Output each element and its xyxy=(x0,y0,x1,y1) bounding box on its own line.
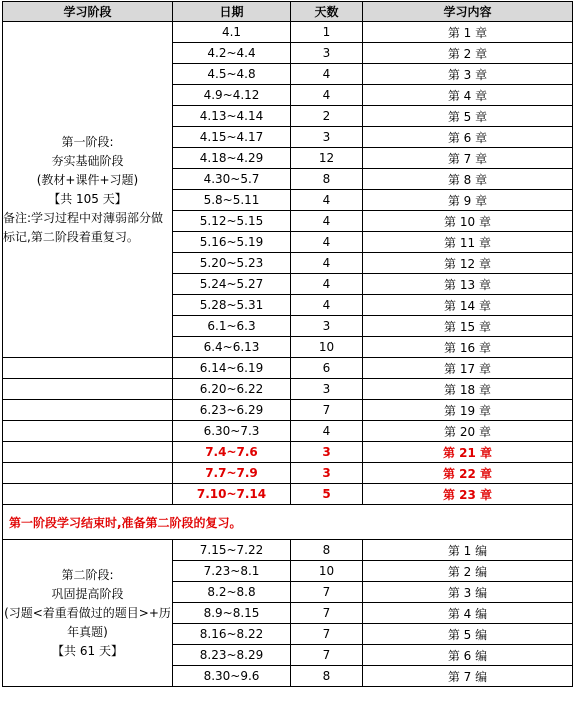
stage1-materials: (教材+课件+习题) xyxy=(36,172,139,187)
days-cell: 4 xyxy=(291,295,363,316)
empty-stage-cell xyxy=(3,484,173,505)
table-row-highlight xyxy=(3,463,573,484)
header-days: 天数 xyxy=(291,2,363,22)
date-cell: 7.7~7.9 xyxy=(173,463,291,484)
days-cell: 4 xyxy=(291,190,363,211)
days-cell: 4 xyxy=(291,274,363,295)
table-row xyxy=(3,540,573,561)
days-cell: 3 xyxy=(291,463,363,484)
study-plan-table xyxy=(2,1,573,687)
days-cell: 10 xyxy=(291,337,363,358)
date-cell: 5.24~5.27 xyxy=(173,274,291,295)
days-cell: 3 xyxy=(291,442,363,463)
content-cell: 第 18 章 xyxy=(363,379,573,400)
days-cell: 1 xyxy=(291,22,363,43)
notice-row xyxy=(3,505,573,540)
date-cell: 4.2~4.4 xyxy=(173,43,291,64)
days-cell: 6 xyxy=(291,358,363,379)
content-cell: 第 2 编 xyxy=(363,561,573,582)
date-cell: 7.4~7.6 xyxy=(173,442,291,463)
days-cell: 7 xyxy=(291,624,363,645)
content-cell: 第 20 章 xyxy=(363,421,573,442)
days-cell: 8 xyxy=(291,169,363,190)
date-cell: 4.1 xyxy=(173,22,291,43)
stage2-cell xyxy=(3,540,173,687)
date-cell: 8.30~9.6 xyxy=(173,666,291,687)
content-cell: 第 11 章 xyxy=(363,232,573,253)
stage1-note: 备注:学习过程中对薄弱部分做标记,第二阶段着重复习。 xyxy=(3,210,164,244)
table-row xyxy=(3,379,573,400)
stage1-end-notice: 第一阶段学习结束时,准备第二阶段的复习。 xyxy=(3,505,573,540)
date-cell: 4.9~4.12 xyxy=(173,85,291,106)
empty-stage-cell xyxy=(3,358,173,379)
date-cell: 5.20~5.23 xyxy=(173,253,291,274)
stage1-total-days: 【共 105 天】 xyxy=(48,191,127,206)
header-content: 学习内容 xyxy=(363,2,573,22)
content-cell: 第 15 章 xyxy=(363,316,573,337)
date-cell: 5.8~5.11 xyxy=(173,190,291,211)
content-cell: 第 4 章 xyxy=(363,85,573,106)
table-row xyxy=(3,358,573,379)
days-cell: 4 xyxy=(291,64,363,85)
days-cell: 4 xyxy=(291,421,363,442)
days-cell: 7 xyxy=(291,603,363,624)
content-cell: 第 23 章 xyxy=(363,484,573,505)
empty-stage-cell xyxy=(3,379,173,400)
date-cell: 7.15~7.22 xyxy=(173,540,291,561)
content-cell: 第 8 章 xyxy=(363,169,573,190)
header-stage: 学习阶段 xyxy=(3,2,173,22)
empty-stage-cell xyxy=(3,400,173,421)
date-cell: 4.18~4.29 xyxy=(173,148,291,169)
content-cell: 第 17 章 xyxy=(363,358,573,379)
date-cell: 4.13~4.14 xyxy=(173,106,291,127)
days-cell: 3 xyxy=(291,43,363,64)
days-cell: 8 xyxy=(291,666,363,687)
date-cell: 7.10~7.14 xyxy=(173,484,291,505)
days-cell: 4 xyxy=(291,85,363,106)
content-cell: 第 3 章 xyxy=(363,64,573,85)
stage2-materials: (习题<着重看做过的题目>+历年真题) xyxy=(4,605,171,639)
days-cell: 7 xyxy=(291,645,363,666)
stage1-cell xyxy=(3,22,173,358)
date-cell: 6.1~6.3 xyxy=(173,316,291,337)
empty-stage-cell xyxy=(3,421,173,442)
content-cell: 第 5 编 xyxy=(363,624,573,645)
content-cell: 第 7 编 xyxy=(363,666,573,687)
content-cell: 第 21 章 xyxy=(363,442,573,463)
stage2-name: 巩固提高阶段 xyxy=(51,586,124,601)
content-cell: 第 12 章 xyxy=(363,253,573,274)
content-cell: 第 2 章 xyxy=(363,43,573,64)
content-cell: 第 19 章 xyxy=(363,400,573,421)
days-cell: 4 xyxy=(291,211,363,232)
content-cell: 第 14 章 xyxy=(363,295,573,316)
date-cell: 8.23~8.29 xyxy=(173,645,291,666)
header-row xyxy=(3,2,573,22)
empty-stage-cell xyxy=(3,463,173,484)
content-cell: 第 16 章 xyxy=(363,337,573,358)
days-cell: 7 xyxy=(291,400,363,421)
date-cell: 6.23~6.29 xyxy=(173,400,291,421)
days-cell: 4 xyxy=(291,253,363,274)
date-cell: 6.14~6.19 xyxy=(173,358,291,379)
content-cell: 第 22 章 xyxy=(363,463,573,484)
table-row xyxy=(3,22,573,43)
table-row xyxy=(3,421,573,442)
date-cell: 8.16~8.22 xyxy=(173,624,291,645)
days-cell: 3 xyxy=(291,379,363,400)
date-cell: 6.20~6.22 xyxy=(173,379,291,400)
days-cell: 4 xyxy=(291,232,363,253)
content-cell: 第 13 章 xyxy=(363,274,573,295)
stage2-total-days: 【共 61 天】 xyxy=(52,643,123,658)
content-cell: 第 9 章 xyxy=(363,190,573,211)
date-cell: 4.15~4.17 xyxy=(173,127,291,148)
empty-stage-cell xyxy=(3,442,173,463)
date-cell: 6.30~7.3 xyxy=(173,421,291,442)
table-row-highlight xyxy=(3,442,573,463)
days-cell: 7 xyxy=(291,582,363,603)
days-cell: 5 xyxy=(291,484,363,505)
content-cell: 第 6 章 xyxy=(363,127,573,148)
content-cell: 第 4 编 xyxy=(363,603,573,624)
content-cell: 第 1 编 xyxy=(363,540,573,561)
stage1-name: 夯实基础阶段 xyxy=(51,153,124,168)
content-cell: 第 7 章 xyxy=(363,148,573,169)
days-cell: 12 xyxy=(291,148,363,169)
table-row-highlight xyxy=(3,484,573,505)
days-cell: 8 xyxy=(291,540,363,561)
table-row xyxy=(3,400,573,421)
date-cell: 4.5~4.8 xyxy=(173,64,291,85)
stage2-title: 第二阶段: xyxy=(61,567,114,582)
content-cell: 第 5 章 xyxy=(363,106,573,127)
date-cell: 6.4~6.13 xyxy=(173,337,291,358)
days-cell: 2 xyxy=(291,106,363,127)
days-cell: 3 xyxy=(291,316,363,337)
content-cell: 第 3 编 xyxy=(363,582,573,603)
date-cell: 5.28~5.31 xyxy=(173,295,291,316)
date-cell: 8.9~8.15 xyxy=(173,603,291,624)
content-cell: 第 1 章 xyxy=(363,22,573,43)
date-cell: 7.23~8.1 xyxy=(173,561,291,582)
days-cell: 3 xyxy=(291,127,363,148)
date-cell: 5.12~5.15 xyxy=(173,211,291,232)
content-cell: 第 10 章 xyxy=(363,211,573,232)
date-cell: 8.2~8.8 xyxy=(173,582,291,603)
days-cell: 10 xyxy=(291,561,363,582)
stage1-title: 第一阶段: xyxy=(61,134,114,149)
date-cell: 4.30~5.7 xyxy=(173,169,291,190)
header-date: 日期 xyxy=(173,2,291,22)
date-cell: 5.16~5.19 xyxy=(173,232,291,253)
content-cell: 第 6 编 xyxy=(363,645,573,666)
